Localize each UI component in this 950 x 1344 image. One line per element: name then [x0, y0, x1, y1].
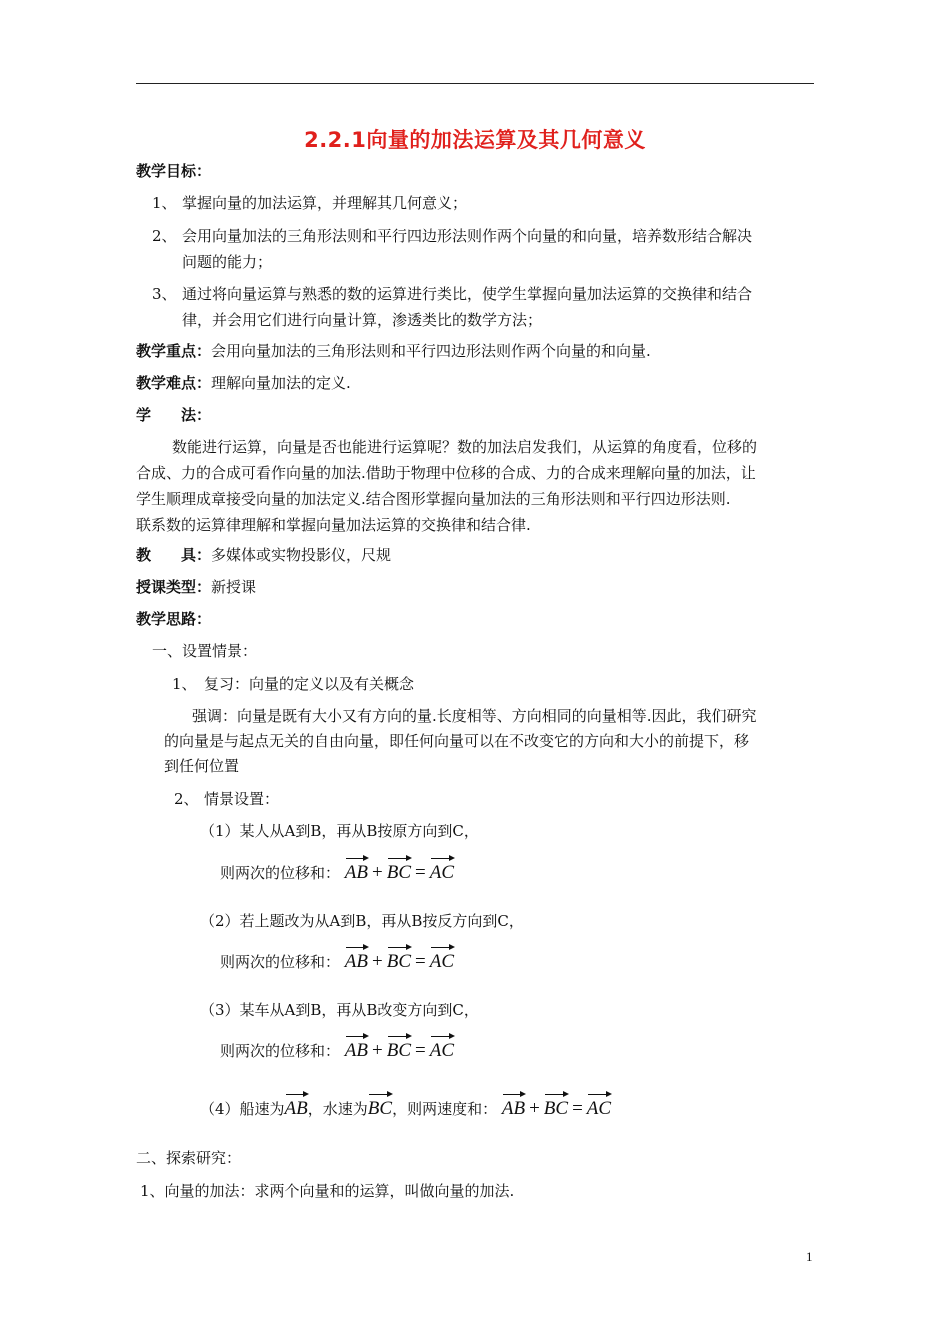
case4-suffix: ，则两速度和： — [392, 1100, 498, 1118]
objective-text: 律，并会用它们进行向量计算，渗透类比的数学方法； — [182, 311, 543, 329]
vector-ab: AB — [285, 1092, 308, 1120]
section1-heading: 一、设置情景： — [152, 642, 258, 660]
study-method-text: 联系数的运算律理解和掌握向量加法运算的交换律和结合律. — [136, 516, 531, 534]
case-result-line — [220, 1034, 454, 1062]
study-method-text: 学生顺理成章接受向量的加法定义.结合图形掌握向量加法的三角形法则和平行四边形法则. — [136, 490, 731, 508]
case-result-line — [220, 945, 454, 973]
plus-sign: + — [529, 1098, 540, 1119]
section2-item: 1、向量的加法：求两个向量和的运算，叫做向量的加法. — [140, 1182, 515, 1200]
difficulty-label: 教学难点： — [136, 374, 212, 392]
objective-text: 掌握向量的加法运算，并理解其几何意义； — [182, 194, 468, 212]
objective-text: 会用向量加法的三角形法则和平行四边形法则作两个向量的和向量，培养数形结合解决 — [182, 227, 753, 245]
case4-line — [200, 1092, 611, 1120]
vector-bc: BC — [387, 856, 411, 884]
equals-sign: = — [415, 1040, 426, 1061]
objectives-label: 教学目标： — [136, 162, 212, 180]
case4-mid: ，水速为 — [307, 1100, 368, 1118]
equals-sign: = — [415, 951, 426, 972]
objective-number: 2、 — [152, 227, 177, 245]
emphasis-text: 的向量是与起点无关的自由向量，即任何向量可以在不改变它的方向和大小的前提下，移 — [164, 732, 750, 750]
study-method-label: 学 法： — [136, 406, 212, 424]
objective-text: 通过将向量运算与熟悉的数的运算进行类比，使学生掌握向量加法运算的交换律和结合 — [182, 285, 753, 303]
section2-heading: 二、探索研究： — [136, 1149, 242, 1167]
vector-ac: AC — [430, 856, 454, 884]
equals-sign: = — [415, 862, 426, 883]
difficulty-text: 理解向量加法的定义. — [211, 374, 351, 392]
equals-sign: = — [572, 1098, 583, 1119]
case-result-line — [220, 856, 454, 884]
review-text: 复习：向量的定义以及有关概念 — [204, 675, 415, 693]
page-number: 1 — [806, 1249, 813, 1264]
vector-ac: AC — [430, 1034, 454, 1062]
case-prefix: （1）某人从A到B，再从B按原方向到C， — [200, 822, 479, 840]
scenario-number: 2、 — [174, 790, 199, 808]
vector-ab: AB — [345, 1034, 368, 1062]
vector-bc: BC — [544, 1092, 568, 1120]
objective-text: 问题的能力； — [182, 253, 273, 271]
emphasis-text: 到任何位置 — [164, 757, 240, 775]
review-number: 1、 — [172, 675, 197, 693]
vector-ab: AB — [502, 1092, 525, 1120]
case-result-label: 则两次的位移和： — [220, 1042, 341, 1060]
tools-label: 教 具： — [136, 546, 212, 564]
objective-number: 1、 — [152, 194, 177, 212]
study-method-text: 数能进行运算，向量是否也能进行运算呢？数的加法启发我们，从运算的角度看，位移的 — [172, 438, 758, 456]
case-result-label: 则两次的位移和： — [220, 864, 341, 882]
study-method-text: 合成、力的合成可看作向量的加法.借助于物理中位移的合成、力的合成来理解向量的加法，让 — [136, 464, 756, 482]
vector-bc: BC — [387, 1034, 411, 1062]
key-point-line — [136, 340, 651, 361]
objective-number: 3、 — [152, 285, 177, 303]
case4-prefix: （4）船速为 — [200, 1100, 285, 1118]
lesson-type-label: 授课类型： — [136, 578, 212, 596]
vector-ac: AC — [430, 945, 454, 973]
document-title: 2.2.1向量的加法运算及其几何意义 — [304, 128, 646, 152]
vector-ac: AC — [587, 1092, 611, 1120]
approach-label: 教学思路： — [136, 610, 212, 628]
difficulty-line — [136, 372, 351, 393]
key-point-label: 教学重点： — [136, 342, 212, 360]
lesson-type-line — [136, 576, 256, 597]
case-prefix: （3）某车从A到B，再从B改变方向到C， — [200, 1001, 479, 1019]
case-prefix: （2）若上题改为从A到B，再从B按反方向到C， — [200, 912, 524, 930]
plus-sign: + — [372, 862, 383, 883]
plus-sign: + — [372, 1040, 383, 1061]
case-result-label: 则两次的位移和： — [220, 953, 341, 971]
vector-bc: BC — [387, 945, 411, 973]
emphasis-text: 强调：向量是既有大小又有方向的量.长度相等、方向相同的向量相等.因此，我们研究 — [192, 707, 757, 725]
lesson-type-text: 新授课 — [211, 578, 257, 596]
vector-ab: AB — [345, 945, 368, 973]
vector-bc: BC — [368, 1092, 392, 1120]
tools-text: 多媒体或实物投影仪，尺规 — [211, 546, 392, 564]
scenario-heading: 情景设置： — [204, 790, 280, 808]
tools-line — [136, 544, 391, 565]
header-rule — [136, 83, 814, 84]
vector-ab: AB — [345, 856, 368, 884]
key-point-text: 会用向量加法的三角形法则和平行四边形法则作两个向量的和向量. — [211, 342, 651, 360]
plus-sign: + — [372, 951, 383, 972]
